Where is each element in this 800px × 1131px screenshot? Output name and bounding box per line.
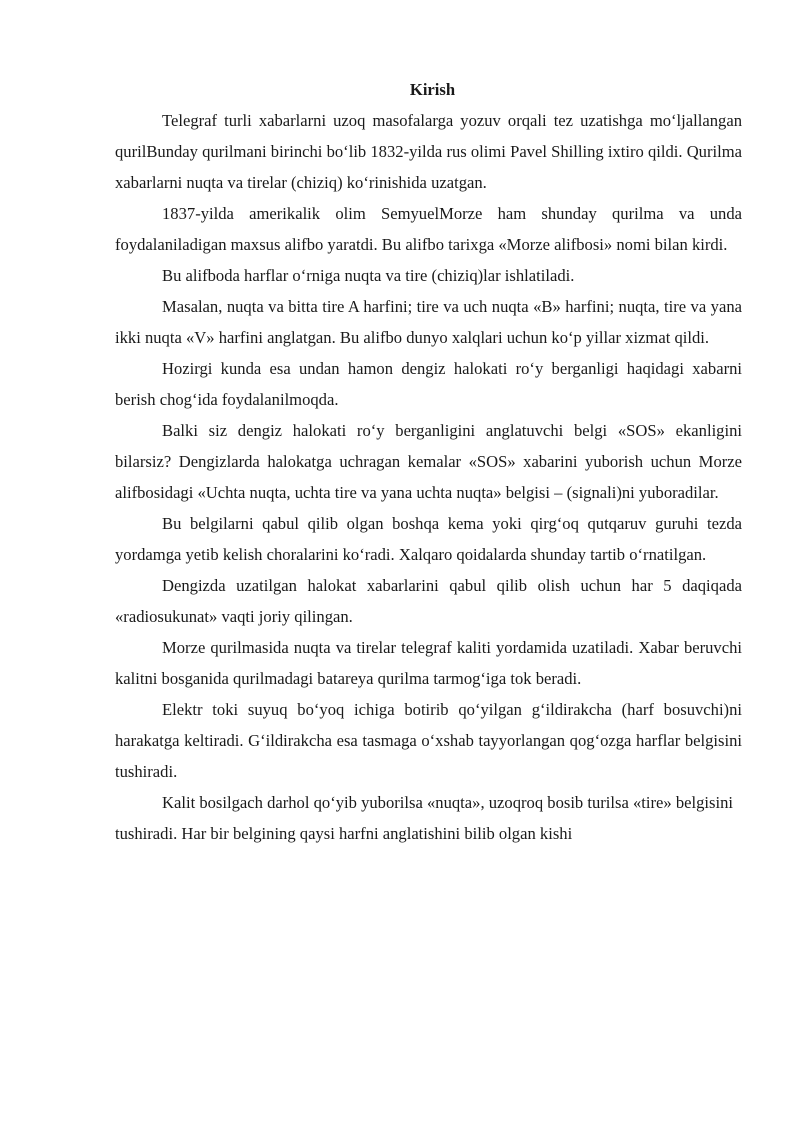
document-page: [115, 74, 742, 849]
paragraph-3: Bu alifboda harflar oʻrniga nuqta va tire (chiziq)lar ishlatiladi.: [162, 266, 575, 285]
paragraph-1: Telegraf turli xabarlarni uzoq masofalarga yozuv orqali tez uzatishga moʻljallangan qurilBunday qurilmani birinchi boʻlib 1832-yilda rus olimi Pavel Shilling ixtiro qildi. Qurilma xabarlarni nuqta va tirelar (chiziq) koʻrinishida uzatgan.: [115, 111, 742, 192]
paragraph-2: 1837-yilda amerikalik olim SemyuelMorze ham shunday qurilma va unda foydalaniladigan maxsus alifbo yaratdi. Bu alifbo tarixga «Morze alifbosi» nomi bilan kirdi.: [115, 204, 742, 254]
paragraph-6: Balki siz dengiz halokati roʻy berganligini anglatuvchi belgi «SOS» ekanligini bilarsiz? Dengizlarda halokatga uchragan kemalar «SOS» xabarini yuborish uchun Morze alifbosidagi «Uchta nuqta, uchta tire va yana uchta nuqta» belgisi – (signali)ni yuboradilar.: [115, 421, 742, 502]
page-title: Kirish: [409, 80, 456, 99]
paragraph-11: Kalit bosilgach darhol qoʻyib yuborilsa «nuqta», uzoqroq bosib turilsa «tire» belgisini tushiradi. Har bir belgining qaysi harfni anglatishini bilib olgan kishi: [115, 793, 734, 843]
paragraph-5: Hozirgi kunda esa undan hamon dengiz halokati roʻy berganligi haqidagi xabarni berish chogʻida foydalanilmoqda.: [115, 359, 742, 409]
paragraph-7: Bu belgilarni qabul qilib olgan boshqa kema yoki qirgʻoq qutqaruv guruhi tezda yordamga yetib kelish choralarini koʻradi. Xalqaro qoidalarda shunday tartib oʻrnatilgan.: [115, 514, 742, 564]
paragraph-8: Dengizda uzatilgan halokat xabarlarini qabul qilib olish uchun har 5 daqiqada «radiosukunat» vaqti joriy qilingan.: [115, 576, 742, 626]
paragraph-4: Masalan, nuqta va bitta tire A harfini; tire va uch nuqta «B» harfini; nuqta, tire va yana ikki nuqta «V» harfini anglatgan. Bu alifbo dunyo xalqlari uchun koʻp yillar xizmat qildi.: [115, 297, 742, 347]
paragraph-9: Morze qurilmasida nuqta va tirelar telegraf kaliti yordamida uzatiladi. Xabar beruvchi kalitni bosganida qurilmadagi batareya qurilma tarmogʻiga tok beradi.: [115, 638, 742, 688]
paragraph-10: Elektr toki suyuq boʻyoq ichiga botirib qoʻyilgan gʻildirakcha (harf bosuvchi)ni harakatga keltiradi. Gʻildirakcha esa tasmaga oʻxshab tayyorlangan qogʻozga harflar belgisini tushiradi.: [115, 700, 742, 781]
